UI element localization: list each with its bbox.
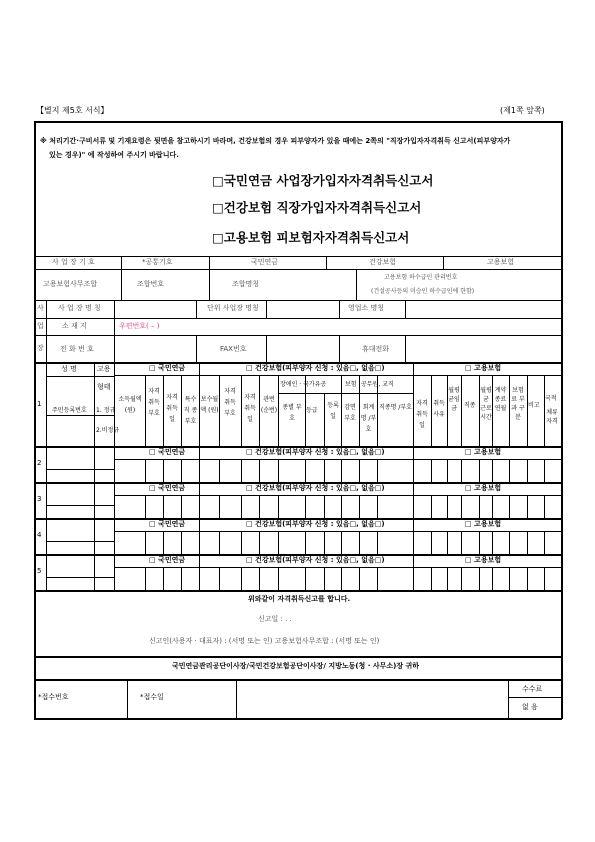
rule [461, 531, 462, 554]
biz-side-3: 장 [37, 344, 44, 352]
rule [359, 567, 360, 590]
rule [259, 459, 260, 482]
rule [196, 335, 197, 362]
rule [94, 446, 95, 590]
rule [447, 567, 448, 590]
pension-header: □ 국민연금 [149, 364, 186, 372]
rule [241, 495, 242, 518]
rule [341, 495, 342, 518]
e-col-visa: 체류 자격 [546, 409, 558, 425]
rule [527, 567, 528, 590]
rule [278, 459, 279, 482]
p-col-special: 특수직 종부호 [183, 396, 198, 425]
rule [259, 495, 260, 518]
rule [447, 495, 448, 518]
assoc-no-label: 조합번호 [137, 280, 165, 288]
health-header: □ 건강보험(피부양자 신청 : 있음□, 없음□) [246, 364, 385, 372]
rule [377, 459, 378, 482]
rule [326, 256, 327, 269]
h-sub-job: 직종명 /부호 [379, 404, 412, 411]
emp-type-label-1: 고용 [97, 365, 111, 373]
emp-office-label: 고용보험사무조합 [43, 280, 98, 288]
rule [447, 531, 448, 554]
frame-right [561, 121, 563, 719]
rule [324, 567, 325, 590]
rule [236, 679, 237, 719]
rule [94, 362, 95, 446]
rule [46, 505, 114, 506]
rule [305, 567, 306, 590]
rule [324, 495, 325, 518]
rule [145, 531, 146, 554]
rule [479, 495, 480, 518]
reporter-line: 신고인(사용자 · 대표자) : (서명 또는 인) 고용보험사무조합 : (서명 또는 인) [149, 637, 380, 645]
emp-type-nonregular: 2.비정규 [96, 427, 120, 434]
fee-label: 수수료 [522, 685, 543, 693]
rule [46, 376, 114, 377]
rule [544, 459, 545, 482]
h-col-serial: 관번 (순번) [260, 396, 278, 414]
rule [241, 531, 242, 554]
rule [46, 577, 114, 578]
rule [46, 415, 114, 416]
rule [46, 469, 114, 470]
receipt-date-label: *접수일 [140, 693, 164, 701]
rule [324, 531, 325, 554]
frame-top [34, 121, 562, 123]
h-sub-grade: 등급 [306, 407, 318, 414]
row-health-header: □ 건강보험(피부양자 신청 : 있음□, 없음□) [246, 520, 385, 528]
e-col-hours: 월평균 근로 시간 [480, 387, 492, 421]
rule [341, 567, 342, 590]
pension-label: 국민연금 [251, 258, 279, 266]
receipt-no-label: *접수번호 [38, 693, 69, 701]
e-col-wage: 월평균임금 [448, 387, 460, 412]
h-sub-regdate: 등록일 [327, 402, 339, 420]
rule [209, 256, 210, 300]
rule [461, 567, 462, 590]
rule [479, 459, 480, 482]
rule [34, 256, 562, 257]
title-health: □건강보험 직장가입자자격취득신고서 [212, 200, 422, 215]
branch-name-label: 영업소 명칭 [348, 304, 385, 312]
row-number-5: 5 [37, 567, 42, 575]
rule [163, 531, 164, 554]
rule [359, 495, 360, 518]
rule [443, 256, 444, 269]
rule [405, 300, 406, 318]
page-indicator: (제1쪽 앞쪽) [500, 106, 545, 115]
row-pension-header: □ 국민연금 [149, 556, 186, 564]
row-employment-header: □ 고용보험 [465, 556, 502, 564]
rule [359, 531, 360, 554]
notice-line-2: 있는 경우)" 에 작성하여 주시기 바랍니다. [49, 151, 179, 159]
rule [196, 300, 197, 318]
rule [34, 269, 562, 270]
rule [356, 269, 357, 300]
rule [461, 459, 462, 482]
rule [544, 567, 545, 590]
rule [339, 300, 340, 318]
rule [114, 300, 115, 362]
row-pension-header: □ 국민연금 [149, 448, 186, 456]
rule [219, 531, 220, 554]
row-number-2: 2 [37, 459, 42, 467]
rule [359, 459, 360, 482]
rule [508, 679, 509, 719]
e-col-reason: 취득 사유 [433, 400, 445, 418]
rule [509, 567, 510, 590]
rule [431, 531, 432, 554]
emp-type-label-2: 형태 [97, 383, 111, 391]
form-number: 【별지 제5호 서식】 [36, 106, 109, 115]
e-col-note: 비고 [528, 402, 540, 409]
rule [431, 495, 432, 518]
e-col-date: 자격 취득일 [416, 400, 428, 429]
rule [339, 335, 340, 362]
rule [163, 567, 164, 590]
rule [405, 335, 406, 362]
h-col-code: 자격 취득 부호 [224, 388, 236, 417]
rule [278, 531, 279, 554]
unit-name-label: 단위 사업장 명칭 [207, 304, 259, 312]
rule [163, 459, 164, 482]
rule [447, 459, 448, 482]
p-col-income: 소득월액 (원) [118, 396, 142, 414]
rule [324, 459, 325, 482]
phone-label: 전 화 번 호 [60, 345, 94, 353]
row-pension-header: □ 국민연금 [149, 520, 186, 528]
address-label: 소 재 지 [62, 322, 87, 330]
rule [278, 393, 413, 394]
recipients: 국민연금관리공단이사장/국민건강보험공단이사장/ 지방노동(청 · 사무소)장 귀하 [172, 662, 420, 670]
frame-left [34, 121, 36, 719]
rule [219, 459, 220, 482]
rule [219, 375, 220, 446]
rule [145, 459, 146, 482]
rule [431, 459, 432, 482]
rule [266, 300, 267, 318]
biz-side-1: 사 [37, 304, 44, 312]
row-number-1: 1 [37, 400, 42, 408]
rule [278, 567, 279, 590]
fee-none: 없 음 [522, 703, 538, 711]
row-health-header: □ 건강보험(피부양자 신청 : 있음□, 없음□) [246, 484, 385, 492]
row-employment-header: □ 고용보험 [465, 520, 502, 528]
rule [241, 459, 242, 482]
h-col-wage: 보수월액 (원) [200, 396, 219, 414]
assoc-name-label: 조합명칭 [232, 280, 260, 288]
rule [121, 256, 122, 300]
h-group-disabled: 장애인 · 국가유공 [280, 381, 327, 388]
zip-code-field[interactable]: 우편번호( – ) [119, 322, 160, 330]
rule [527, 375, 528, 446]
h-group-officer: 공무원, 교직 [361, 381, 394, 388]
rule [324, 393, 325, 446]
rule [145, 495, 146, 518]
rule [34, 656, 562, 658]
sub-note-label: (건설공사등의 미승인 하수급인에 한함) [371, 288, 475, 295]
p-col-code: 자격 취득 부호 [148, 388, 160, 417]
e-col-job: 직종 [464, 402, 476, 409]
rule [492, 459, 493, 482]
sub-mgmt-label: 고용보험 하수급인 관리번호 [384, 274, 458, 281]
row-number-4: 4 [37, 531, 42, 539]
rule [461, 375, 462, 446]
rule [46, 300, 47, 362]
rule [341, 459, 342, 482]
rule [46, 541, 114, 542]
h-sub-reduction: 감면 부호 [344, 404, 356, 422]
rule [259, 567, 260, 590]
rule [527, 459, 528, 482]
rule [181, 495, 182, 518]
rule [181, 531, 182, 554]
rrn-label: 주민등록번호 [52, 407, 87, 414]
report-date: 신고일 : . . [258, 615, 292, 623]
e-col-nationality: 국적 [545, 395, 557, 402]
mobile-label: 휴대전화 [362, 345, 390, 353]
rule [259, 531, 260, 554]
workplace-symbol-label: 사 업 장 기 호 [52, 258, 95, 266]
rule [305, 459, 306, 482]
rule [219, 567, 220, 590]
rule [163, 495, 164, 518]
biz-side-2: 업 [37, 322, 44, 330]
rule [341, 531, 342, 554]
rule [544, 531, 545, 554]
rule [241, 567, 242, 590]
rule [219, 495, 220, 518]
rule [34, 679, 562, 681]
common-code-label: *공통기호 [142, 258, 173, 266]
rule [492, 567, 493, 590]
rule [508, 697, 562, 698]
row-employment-header: □ 고용보험 [465, 484, 502, 492]
rule [461, 495, 462, 518]
rule [278, 495, 279, 518]
row-employment-header: □ 고용보험 [465, 448, 502, 456]
rule [377, 567, 378, 590]
rule [377, 531, 378, 554]
name-label: 성 명 [61, 365, 77, 373]
rule [544, 495, 545, 518]
rule [181, 459, 182, 482]
rule [509, 531, 510, 554]
rule [377, 495, 378, 518]
health-label: 건강보험 [369, 258, 397, 266]
employment-header: □ 고용보험 [465, 364, 502, 372]
statement: 위와같이 자격취득신고를 합니다. [248, 595, 351, 603]
row-number-3: 3 [37, 495, 42, 503]
rule [509, 459, 510, 482]
title-pension: □국민연금 사업장가입자자격취득신고서 [212, 173, 434, 188]
fax-label: FAX번호 [220, 345, 247, 353]
rule [34, 590, 562, 592]
frame-bottom [34, 718, 562, 720]
rule [479, 531, 480, 554]
notice-line-1: ※ 처리기간·구비서류 및 기재요령은 뒷면을 참고하시기 바라며, 건강보험의 경우 피부양자가 있을 때에는 2쪽의 "직장가입자자격취득 신고서(피부양자가 [40, 137, 511, 145]
h-group-insurance: 보험 [345, 381, 357, 388]
h-col-date: 자격 취득일 [244, 394, 256, 423]
rule [492, 531, 493, 554]
rule [492, 495, 493, 518]
rule [181, 567, 182, 590]
rule [527, 531, 528, 554]
rule [431, 567, 432, 590]
emp-type-regular: 1. 정규 [96, 407, 116, 414]
row-health-header: □ 건강보험(피부양자 신청 : 있음□, 없음□) [246, 448, 385, 456]
h-sub-type: 종별 부호 [282, 404, 302, 422]
biz-name-label: 사 업 장 명 칭 [58, 304, 101, 312]
row-health-header: □ 건강보험(피부양자 신청 : 있음□, 없음□) [246, 556, 385, 564]
employment-label: 고용보험 [487, 258, 515, 266]
e-col-contract: 계약 종료 연월 [494, 387, 507, 412]
h-sub-account: 회계명 /부호 [360, 404, 377, 433]
rule [266, 335, 267, 362]
e-col-charge: 보험료 부과 구분 [511, 387, 525, 421]
rule [527, 495, 528, 518]
rule [127, 679, 128, 719]
rule [509, 495, 510, 518]
rule [278, 375, 279, 446]
rule [479, 567, 480, 590]
title-employment: □고용보험 피보험자자격취득신고서 [212, 230, 410, 245]
rule [145, 567, 146, 590]
rule [305, 495, 306, 518]
rule [305, 531, 306, 554]
row-pension-header: □ 국민연금 [149, 484, 186, 492]
p-col-date: 자격 취득일 [166, 394, 178, 423]
